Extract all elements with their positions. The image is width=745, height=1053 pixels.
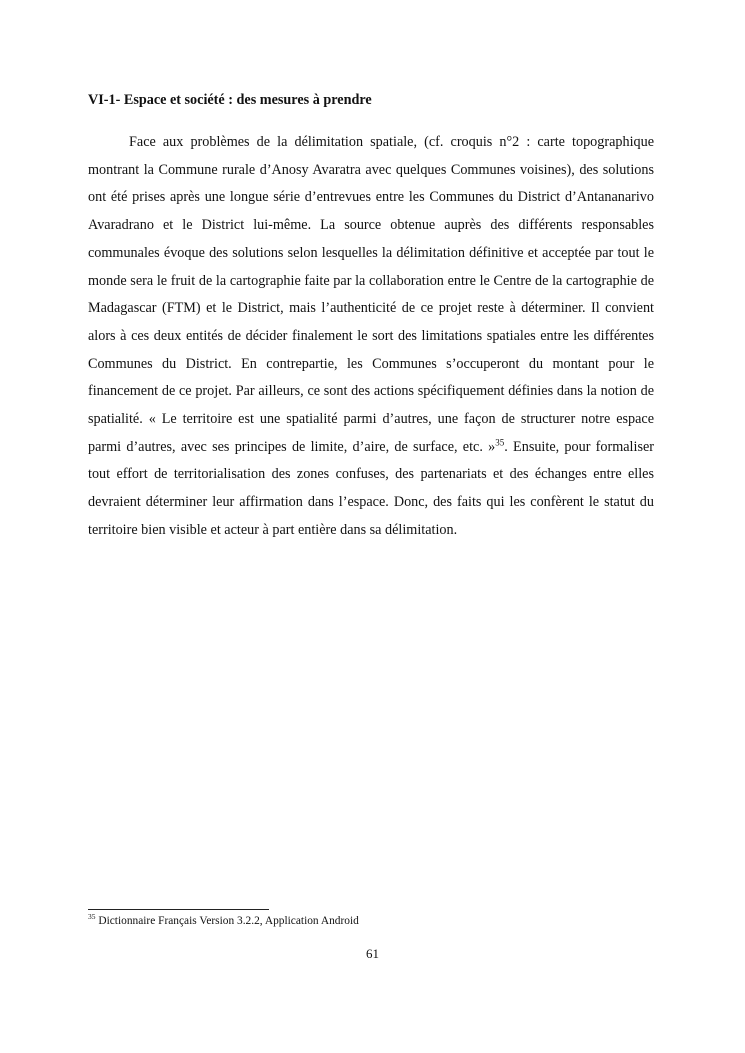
footnote (88, 914, 359, 929)
footnote-number: 35 (88, 912, 96, 922)
section-heading: VI-1- Espace et société : des mesures à prendre (88, 92, 372, 108)
body-paragraph (88, 129, 654, 545)
footnote-separator (88, 909, 269, 910)
footnote-reference: 35 (495, 437, 505, 447)
paragraph-text-part-2: . Ensuite, pour formaliser tout effort de territorialisation des zones confuses, des partenariats et des échanges entre elles devraient déterminer leur affirmation dans l’espace. Donc, des faits qui les confèrent le statut du territoire bien visible et acteur à part entière dans sa délimitation. (88, 438, 654, 538)
page-number: 61 (366, 946, 379, 961)
paragraph-text-part-1: Face aux problèmes de la délimitation spatiale, (cf. croquis n°2 : carte topographique montrant la Commune rurale d’Anosy Avaratra avec quelques Communes voisines), des solutions ont été prises après une longue série d’entrevues entre les Communes du District d’Antananarivo Avaradrano et le District lui-même. La source obtenue auprès des différents responsables communales évoque des solutions selon lesquelles la délimitation définitive et acceptée par tout le monde sera le fruit de la cartographie faite par la collaboration entre le Centre de la cartographie de Madagascar (FTM) et le District, mais l’authenticité de ce projet reste à déterminer. Il convient alors à ces deux entités de décider finalement le sort des limitations spatiales entre les différentes Communes du District. En contrepartie, les Communes s’occuperont du montant pour le financement de ce projet. Par ailleurs, ce sont des actions spécifiquement définies dans la notion de spatialité. « Le territoire est une spatialité parmi d’autres, une façon de structurer notre espace parmi d’autres, avec ses principes de limite, d’aire, de surface, etc. » (88, 134, 654, 455)
footnote-text: Dictionnaire Français Version 3.2.2, Application Android (95, 915, 359, 927)
